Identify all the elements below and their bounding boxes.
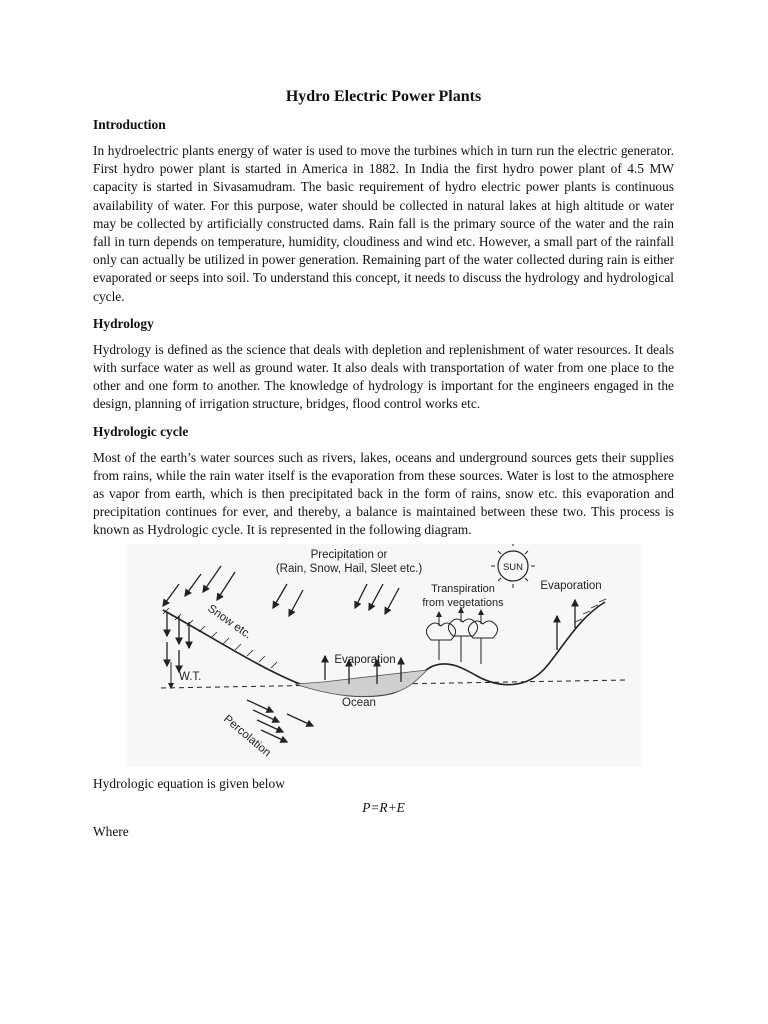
document-title: Hydro Electric Power Plants — [285, 88, 482, 105]
section-heading-hydrologic-cycle: Hydrologic cycle — [93, 423, 189, 439]
section-text-hydrology: Hydrology is defined as the science that deals with depletion and replenishment of water resources. It deals with surface water as well as ground water. It also deals with transportation of water from one place to the other and one form to another. The knowledge of hydrology is important for the engineers engaged in the design, planning of irrigation structure, bridges, flood control works etc. — [93, 341, 674, 412]
transpiration-label-line1: Transpiration — [431, 582, 495, 595]
hydrologic-equation: P=R+E — [362, 799, 405, 815]
transpiration-label-line2: from vegetations — [422, 596, 504, 609]
section-text-hydrologic-cycle: Most of the earth’s water sources such as rivers, lakes, oceans and underground sources gets their supplies from rains, while the rain water itself is the evaporation from these sources. Water is lost to the atmosphere as vapor from earth, which is then precipitated back in the form of rains, snow etc. this evaporation and precipitation continues for ever, and thereby, a balance is maintained between these two. This process is known as Hydrologic cycle. It is represented in the following diagram. — [93, 449, 674, 538]
precipitation-label-line2: (Rain, Snow, Hail, Sleet etc.) — [275, 562, 423, 575]
precipitation-label-line1: Precipitation or — [310, 548, 388, 561]
section-heading-hydrology: Hydrology — [93, 315, 154, 331]
section-heading-introduction: Introduction — [93, 117, 166, 132]
section-text-introduction: In hydroelectric plants energy of water is used to move the turbines which in turn run the electric generator. First hydro power plant is started in America in 1882. In India the first hydro power plant of 4.5 MW capacity is started in Sivasamudram. The basic requirement of hydro electric power plants is continuous availability of water. For this purpose, water should be collected in natural lakes at high altitude or water may be collected by artificially constructed dams. Rain fall is the primary source of the water and the rain fall in turn depends on temperature, humidity, cloudiness and wind etc. However, a small part of the rainfall only can actually be utilized in power generation. Remaining part of the water collected during rain is either evaporated or seeps into soil. To understand this concept, it needs to discuss the hydrology and hydrological cycle. — [93, 143, 674, 304]
hydrologic-cycle-diagram — [127, 544, 641, 766]
percolation-label: Percolation — [221, 712, 273, 759]
evaporation-label-right: Evaporation — [540, 579, 602, 592]
equation-intro: Hydrologic equation is given below — [93, 775, 285, 791]
water-table-label: W.T. — [179, 670, 202, 683]
evaporation-label-center: Evaporation — [334, 653, 396, 666]
where-label: Where — [93, 824, 129, 840]
snow-label: Snow etc. — [205, 602, 254, 642]
sun-label: SUN — [502, 561, 524, 573]
document-page — [93, 86, 674, 841]
ocean-label: Ocean — [342, 696, 376, 709]
